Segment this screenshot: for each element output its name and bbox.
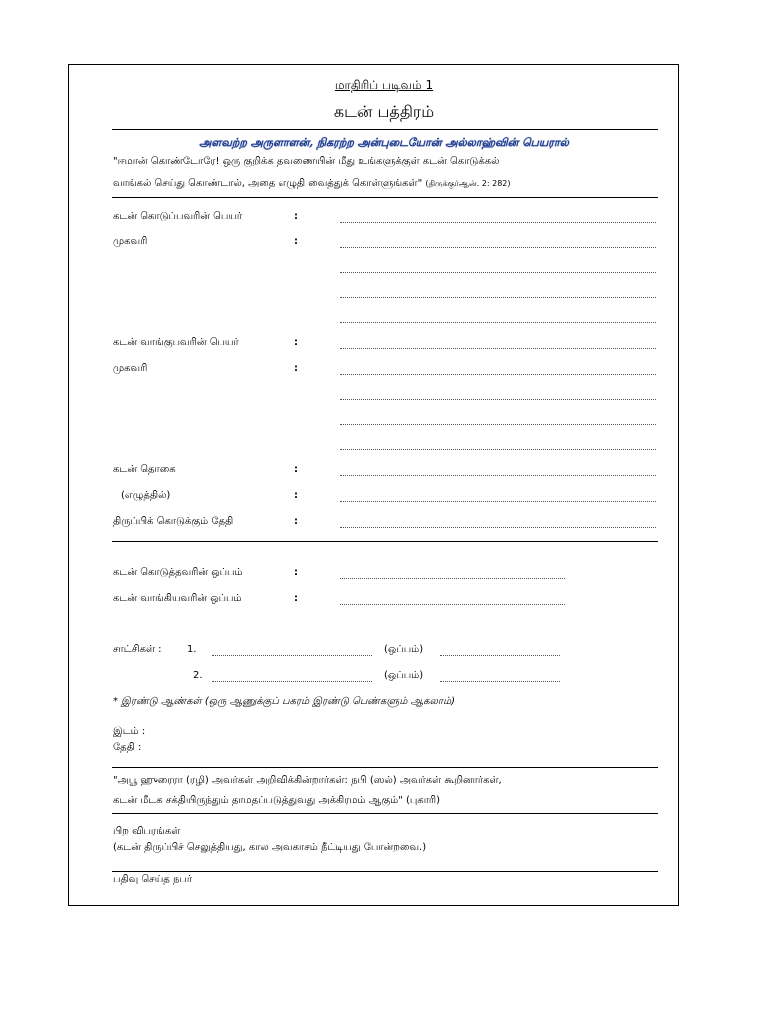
divider: [112, 871, 658, 872]
verse-line-2: [113, 178, 511, 190]
place-label: இடம் :: [113, 726, 146, 737]
witness-2-sign-line[interactable]: [440, 681, 560, 682]
divider: [112, 767, 658, 768]
divider: [112, 541, 658, 542]
witness-2-number: 2.: [193, 670, 203, 681]
colon: :: [294, 464, 298, 475]
lender-address-label: முகவரி: [113, 236, 148, 247]
borrower-name-label: கடன் வாங்குபவரின் பெயர்: [113, 337, 239, 348]
amount-words-line[interactable]: [340, 501, 656, 502]
witness-1-name-line[interactable]: [212, 655, 372, 656]
borrower-sign-line[interactable]: [340, 604, 565, 605]
repay-date-label: திருப்பிக் கொடுக்கும் தேதி: [113, 516, 234, 527]
borrower-address-line-2[interactable]: [340, 399, 656, 400]
lender-address-line-1[interactable]: [340, 247, 656, 248]
lender-sign-label: கடன் கொடுத்தவரின் ஒப்பம்: [113, 567, 243, 578]
form-number: மாதிரிப் படிவம் 1: [334, 78, 434, 92]
borrower-address-line-1[interactable]: [340, 374, 656, 375]
amount-line[interactable]: [340, 475, 656, 476]
witness-1-number: 1.: [187, 644, 197, 655]
other-details-heading: பிற விபரங்கள்: [113, 826, 181, 837]
lender-sign-line[interactable]: [340, 578, 565, 579]
colon: :: [294, 516, 298, 527]
lender-address-line-2[interactable]: [340, 272, 656, 273]
colon: :: [294, 236, 298, 247]
repay-date-line[interactable]: [340, 527, 656, 528]
lender-address-line-4[interactable]: [340, 322, 656, 323]
form-title: கடன் பத்திரம்: [333, 102, 435, 121]
verse-line-1: "ஈமான் கொண்டோரே! ஒரு குறிக்க தவணையின் மீது உங்களுக்குள் கடன் கொடுக்கல்: [113, 156, 500, 167]
colon: :: [294, 593, 298, 604]
witness-1-sign-label: (ஒப்பம்): [384, 644, 424, 655]
colon: :: [294, 490, 298, 501]
hadith-line-1: "அபூ ஹுரைரா (ரழி) அவர்கள் அறிவிக்கின்றார்கள்: நபி (ஸல்) அவர்கள் கூறினார்கள்,: [113, 775, 502, 786]
lender-name-line[interactable]: [340, 222, 656, 223]
colon: :: [294, 337, 298, 348]
verse-reference: (திருக்குர்ஆன். 2: 282): [425, 179, 511, 188]
other-details-text: (கடன் திருப்பிச் செலுத்தியது, கால அவகாசம் நீட்டியது போன்றவை.): [113, 842, 427, 853]
witness-2-sign-label: (ஒப்பம்): [384, 670, 424, 681]
borrower-name-line[interactable]: [340, 348, 656, 349]
amount-words-label: (எழுத்தில்): [121, 490, 171, 501]
witness-note: * இரண்டு ஆண்கள் (ஒரு ஆணுக்குப் பகரம் இரண்டு பெண்களும் ஆகலாம்): [113, 696, 456, 707]
divider: [112, 129, 658, 130]
date-label: தேதி :: [113, 742, 142, 753]
colon: :: [294, 211, 298, 222]
witnesses-label: சாட்சிகள் :: [113, 644, 162, 655]
colon: :: [294, 567, 298, 578]
borrower-address-label: முகவரி: [113, 363, 148, 374]
borrower-address-line-4[interactable]: [340, 449, 656, 450]
colon: :: [294, 363, 298, 374]
registered-by-label: பதிவு செய்த நபர்: [113, 874, 193, 885]
borrower-address-line-3[interactable]: [340, 424, 656, 425]
bismillah-banner: அளவற்ற அருளாளன், நிகரற்ற அன்புடையோன் அல்லாஹ்வின் பெயரால்: [199, 136, 569, 149]
hadith-line-2: கடன் மீடக சக்தியிருந்தும் தாமதப்படுத்துவது அக்கிரமம் ஆகும்" (புகாரி): [113, 795, 441, 806]
witness-1-sign-line[interactable]: [440, 655, 560, 656]
divider: [112, 813, 658, 814]
witness-2-name-line[interactable]: [212, 681, 372, 682]
borrower-sign-label: கடன் வாங்கியவரின் ஒப்பம்: [113, 593, 242, 604]
lender-name-label: கடன் கொடுப்பவரின் பெயர்: [113, 211, 243, 222]
divider: [112, 197, 658, 198]
amount-label: கடன் தொகை: [113, 464, 176, 475]
verse-text: வாங்கல் செய்து கொண்டால், அதை எழுதி வைத்துக் கொள்ளுங்கள்": [113, 178, 423, 189]
lender-address-line-3[interactable]: [340, 297, 656, 298]
